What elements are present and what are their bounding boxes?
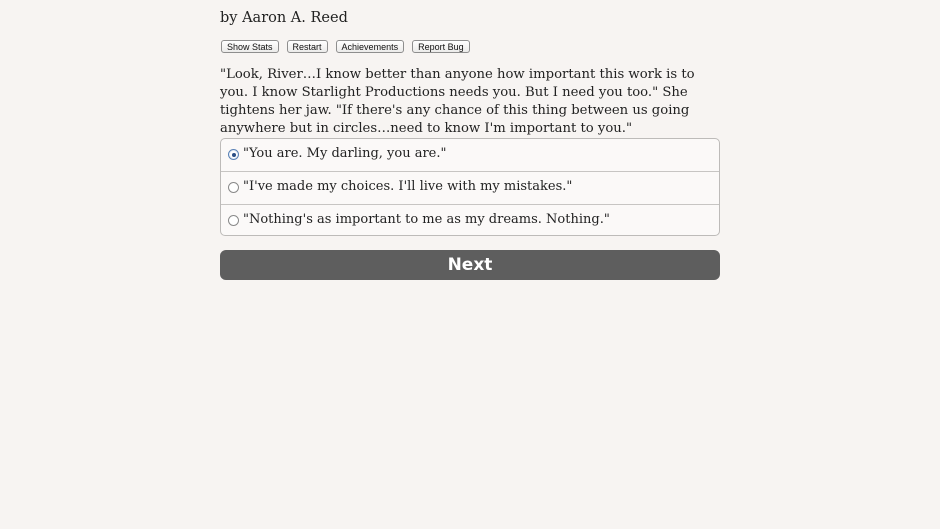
choice-option-2[interactable] (221, 171, 719, 204)
story-passage: "Look, River…I know better than anyone how important this work is to you. I know Starlight Productions needs you. But I need you too." She tightens her jaw. "If there's any chance of this thing between us going anywhere but in circles…need to know I'm important to you." (220, 67, 695, 136)
radio-unselected-icon[interactable] (228, 215, 239, 226)
radio-unselected-icon[interactable] (228, 182, 239, 193)
toolbar (221, 40, 470, 53)
author-byline: by Aaron A. Reed (220, 10, 348, 26)
restart-button[interactable]: Restart (287, 40, 328, 53)
next-button[interactable]: Next (220, 250, 720, 280)
achievements-button[interactable]: Achievements (336, 40, 405, 53)
choice-label: "You are. My darling, you are." (243, 146, 447, 161)
show-stats-button[interactable]: Show Stats (221, 40, 279, 53)
choice-option-1[interactable] (221, 139, 719, 171)
choice-label: "I've made my choices. I'll live with my mistakes." (243, 179, 573, 194)
choice-option-3[interactable] (221, 204, 719, 236)
radio-selected-icon[interactable] (228, 149, 239, 160)
choice-list (220, 138, 720, 236)
choice-label: "Nothing's as important to me as my dreams. Nothing." (243, 212, 610, 227)
report-bug-button[interactable]: Report Bug (412, 40, 470, 53)
